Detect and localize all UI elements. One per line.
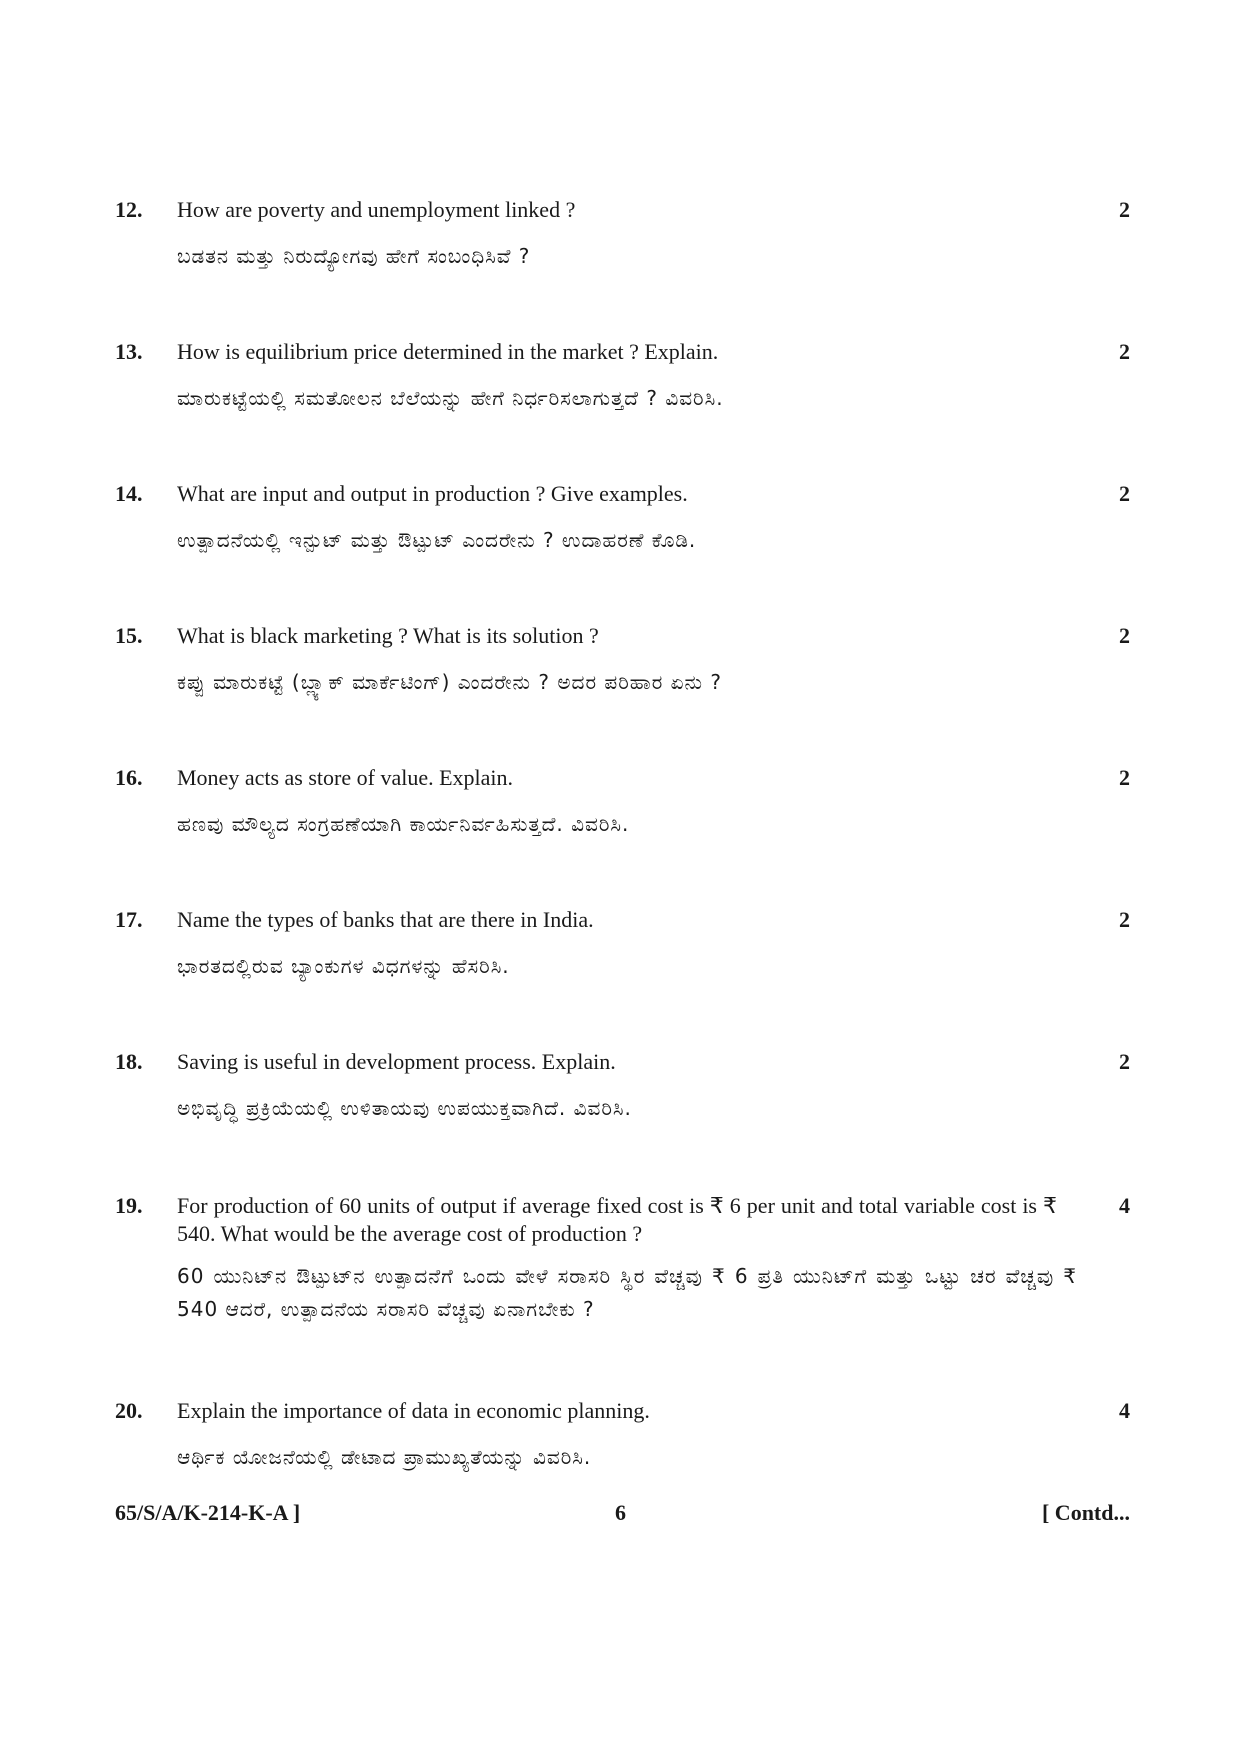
question-text-english: Saving is useful in development process. Explain. bbox=[177, 1049, 616, 1074]
question-marks: 2 bbox=[1119, 623, 1130, 648]
question-number: 20. bbox=[115, 1398, 143, 1423]
question-text-kannada: ಕಪ್ಪು ಮಾರುಕಟ್ಟೆ (ಬ್ಲ್ಯಾಕ್ ಮಾರ್ಕೆಟಿಂಗ್) ಎಂದರೇನು ? ಅದರ ಪರಿಹಾರ ಏನು ? bbox=[177, 670, 722, 694]
continued-label: [ Contd... bbox=[1041, 1500, 1130, 1525]
question-number: 13. bbox=[115, 339, 143, 364]
question-marks: 4 bbox=[1119, 1193, 1130, 1218]
question-text-kannada: ಉತ್ಪಾದನೆಯಲ್ಲಿ ಇನ್ಪುಟ್ ಮತ್ತು ಔಟ್ಪುಟ್ ಎಂದರೇನು ? ಉದಾಹರಣೆ ಕೊಡಿ. bbox=[177, 528, 697, 552]
question-number: 16. bbox=[115, 765, 143, 790]
question-text-english: Money acts as store of value. Explain. bbox=[177, 765, 514, 790]
question-number: 14. bbox=[115, 481, 143, 506]
question-marks: 2 bbox=[1119, 1049, 1130, 1074]
question-text-kannada: ಮಾರುಕಟ್ಟೆಯಲ್ಲಿ ಸಮತೋಲನ ಬೆಲೆಯನ್ನು ಹೇಗೆ ನಿರ್ಧರಿಸಲಾಗುತ್ತದೆ ? ವಿವರಿಸಿ. bbox=[177, 386, 724, 410]
question-text-english: How is equilibrium price determined in the market ? Explain. bbox=[177, 339, 719, 364]
question-text-kannada: ಹಣವು ಮೌಲ್ಯದ ಸಂಗ್ರಹಣೆಯಾಗಿ ಕಾರ್ಯನಿರ್ವಹಿಸುತ್ತದೆ. ವಿವರಿಸಿ. bbox=[177, 812, 630, 836]
question-marks: 2 bbox=[1119, 481, 1130, 506]
paper-code: 65/S/A/K-214-K-A ] bbox=[115, 1500, 301, 1525]
page-footer bbox=[115, 1500, 1130, 1530]
question-text-kannada: ಬಡತನ ಮತ್ತು ನಿರುದ್ಯೋಗವು ಹೇಗೆ ಸಂಬಂಧಿಸಿವೆ ? bbox=[177, 244, 531, 268]
question-text-english: For production of 60 units of output if average fixed cost is ₹ 6 per unit and total variable cost is ₹ 540. What would be the average cost of production ? bbox=[177, 1193, 1057, 1246]
question-number: 17. bbox=[115, 907, 143, 932]
question-text-kannada: 60 ಯುನಿಟ್‌ನ ಔಟ್ಪುಟ್‌ನ ಉತ್ಪಾದನೆಗೆ ಒಂದು ವೇಳೆ ಸರಾಸರಿ ಸ್ಥಿರ ವೆಚ್ಚವು ₹ 6 ಪ್ರತಿ ಯುನಿಟ್‌ಗೆ ಮತ್ತು ಒಟ್ಟು ಚರ ವೆಚ್ಚವು ₹ 540 ಆದರೆ, ಉತ್ಪಾದನೆಯ ಸರಾಸರಿ ವೆಚ್ಚವು ಏನಾಗಬೇಕು ? bbox=[177, 1264, 1077, 1321]
question-text-english: How are poverty and unemployment linked ? bbox=[177, 197, 576, 222]
question-marks: 2 bbox=[1119, 339, 1130, 364]
question-number: 18. bbox=[115, 1049, 143, 1074]
question-number: 19. bbox=[115, 1193, 143, 1218]
question-marks: 2 bbox=[1119, 197, 1130, 222]
question-number: 12. bbox=[115, 197, 143, 222]
question-text-english: Name the types of banks that are there in India. bbox=[177, 907, 594, 932]
question-marks: 4 bbox=[1119, 1398, 1130, 1423]
question-text-kannada: ಅಭಿವೃದ್ಧಿ ಪ್ರಕ್ರಿಯೆಯಲ್ಲಿ ಉಳಿತಾಯವು ಉಪಯುಕ್ತವಾಗಿದೆ. ವಿವರಿಸಿ. bbox=[177, 1096, 632, 1120]
question-number: 15. bbox=[115, 623, 143, 648]
question-text-kannada: ಆರ್ಥಿಕ ಯೋಜನೆಯಲ್ಲಿ ಡೇಟಾದ ಪ್ರಾಮುಖ್ಯತೆಯನ್ನು ವಿವರಿಸಿ. bbox=[177, 1445, 592, 1469]
page-number: 6 bbox=[615, 1500, 626, 1525]
question-text-kannada: ಭಾರತದಲ್ಲಿರುವ ಬ್ಯಾಂಕುಗಳ ವಿಧಗಳನ್ನು ಹೆಸರಿಸಿ. bbox=[177, 954, 510, 978]
question-marks: 2 bbox=[1119, 765, 1130, 790]
question-marks: 2 bbox=[1119, 907, 1130, 932]
question-text-english: What are input and output in production ? Give examples. bbox=[177, 481, 688, 506]
question-text-english: What is black marketing ? What is its solution ? bbox=[177, 623, 599, 648]
question-text-english: Explain the importance of data in economic planning. bbox=[177, 1398, 650, 1423]
